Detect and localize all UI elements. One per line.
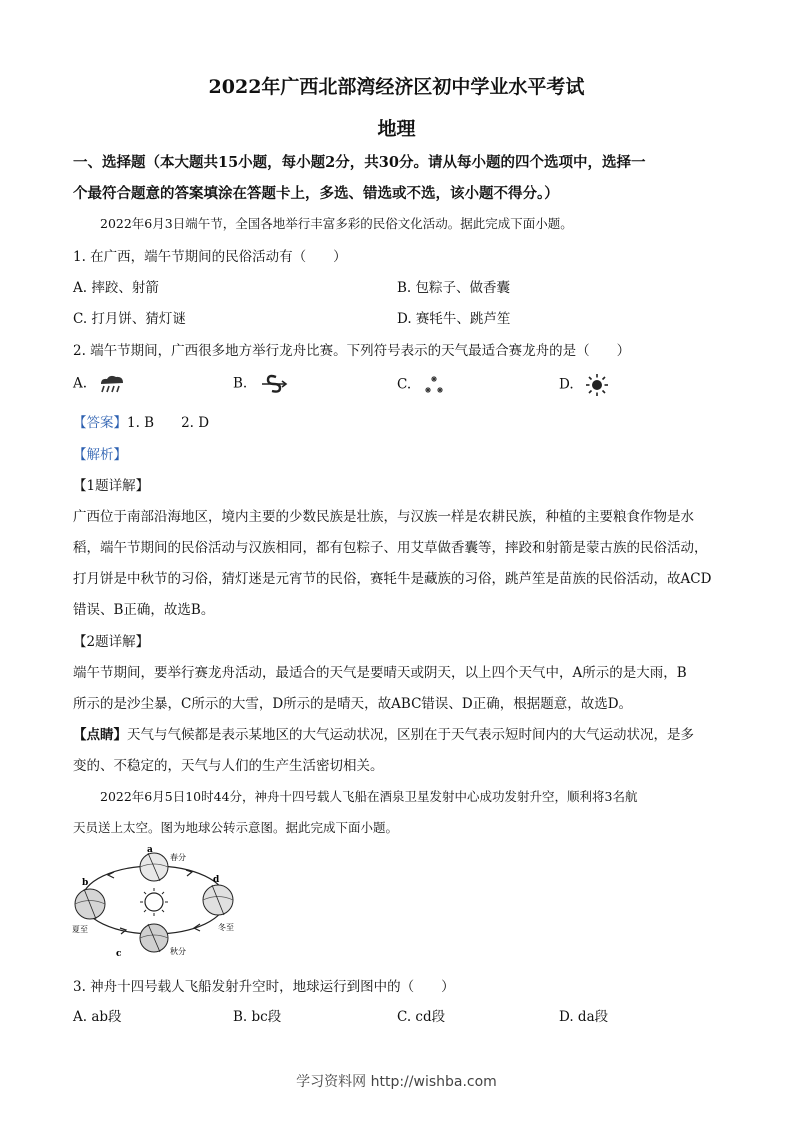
detail-1-label: 【1题详解】 xyxy=(73,478,150,494)
tip-label: 【点睛】 xyxy=(73,727,127,743)
sun-icon xyxy=(140,888,168,916)
detail-1-line: 错误、B正确，故选B。 xyxy=(73,602,215,618)
detail-2-line: 端午节期间，要举行赛龙舟活动，最适合的天气是要晴天或阴天，以上四个天气中，A所示的是大雨，B xyxy=(73,665,687,681)
earth-revolution-diagram xyxy=(68,842,248,962)
option-d-label: D. xyxy=(559,376,574,393)
earth-top xyxy=(140,853,168,881)
footer-watermark: 学习资料网 http://wishba.com xyxy=(296,1074,497,1090)
answer-text: 1. B 2. D xyxy=(127,415,210,431)
spring-equinox-label: 春分 xyxy=(170,853,186,862)
exam-title: 2022年广西北部湾经济区初中学业水平考试 xyxy=(208,76,585,98)
question-2-stem: 2. 端午节期间，广西很多地方举行龙舟比赛。下列符号表示的天气最适合赛龙舟的是（ ） xyxy=(73,343,631,359)
question-1-option-d[interactable]: D. 赛牦牛、跳芦笙 xyxy=(397,311,511,327)
detail-1-line: 打月饼是中秋节的习俗，猜灯迷是元宵节的民俗，赛牦牛是藏族的习俗，跳芦笙是苗族的民俗活动，故ACD xyxy=(73,571,712,587)
analysis-label: 【解析】 xyxy=(73,447,127,463)
detail-1-line: 稻，端午节期间的民俗活动与汉族相同，都有包粽子、用艾草做香囊等，摔跤和射箭是蒙古族的民俗活动， xyxy=(73,540,708,556)
question-3-option-a[interactable]: A. ab段 xyxy=(73,1009,122,1025)
intro-text-1: 2022年6月3日端午节，全国各地举行丰富多彩的民俗文化活动。据此完成下面小题。 xyxy=(100,216,573,231)
option-c-label: C. xyxy=(397,376,412,393)
point-c-label: c xyxy=(116,949,122,959)
option-a-label: A. xyxy=(73,375,88,392)
subject-title: 地理 xyxy=(377,118,416,140)
heavy-rain-icon xyxy=(97,374,127,394)
point-a-label: a xyxy=(147,845,153,855)
question-2-option-b[interactable] xyxy=(233,374,288,394)
question-1-option-a[interactable]: A. 摔跤、射箭 xyxy=(73,280,159,296)
detail-1-line: 广西位于南部沿海地区，境内主要的少数民族是壮族，与汉族一样是农耕民族，种植的主要粮食作物是水 xyxy=(73,509,694,525)
question-2-option-c[interactable] xyxy=(397,374,451,396)
question-3-option-c[interactable]: C. cd段 xyxy=(397,1009,446,1025)
point-b-label: b xyxy=(82,878,89,888)
earth-right xyxy=(203,885,233,915)
question-2-option-d[interactable] xyxy=(559,374,610,396)
option-b-label: B. xyxy=(233,375,248,392)
summer-solstice-label: 夏至 xyxy=(72,925,88,934)
detail-2-label: 【2题详解】 xyxy=(73,634,150,650)
question-3-option-d[interactable]: D. da段 xyxy=(559,1009,609,1025)
section-header-line1: 一、选择题（本大题共15小题，每小题2分，共30分。请从每小题的四个选项中，选择一 xyxy=(73,154,646,171)
heavy-snow-icon xyxy=(421,374,451,396)
tip-text: 天气与气候都是表示某地区的大气运动状况，区别在于天气表示短时间内的大气运动状况，是多 xyxy=(127,727,694,743)
intro-text-2-line1: 2022年6月5日10时44分，神舟十四号载人飞船在酒泉卫星发射中心成功发射升空，顺利将3名航 xyxy=(100,789,638,804)
question-1-option-b[interactable]: B. 包粽子、做香囊 xyxy=(397,280,511,296)
tip-line-1 xyxy=(73,723,694,743)
sandstorm-icon xyxy=(258,374,288,394)
question-1-stem: 1. 在广西，端午节期间的民俗活动有（ ） xyxy=(73,249,347,265)
question-3-stem: 3. 神舟十四号载人飞船发射升空时，地球运行到图中的（ ） xyxy=(73,979,455,995)
detail-2-line: 所示的是沙尘暴，C所示的大雪，D所示的是晴天，故ABC错误、D正确，根据题意，故选D。 xyxy=(73,696,633,712)
tip-line-2: 变的、不稳定的，天气与人们的生产生活密切相关。 xyxy=(73,758,384,774)
answer-line xyxy=(73,411,209,431)
autumn-equinox-label: 秋分 xyxy=(170,947,186,956)
earth-bottom xyxy=(140,924,168,952)
section-header-line2: 个最符合题意的答案填涂在答题卡上，多选、错选或不选，该小题不得分。） xyxy=(73,185,559,202)
sunny-icon xyxy=(584,374,610,396)
earth-left xyxy=(75,889,105,919)
winter-solstice-label: 冬至 xyxy=(218,923,234,932)
question-3-option-b[interactable]: B. bc段 xyxy=(233,1009,282,1025)
question-1-option-c[interactable]: C. 打月饼、猜灯谜 xyxy=(73,311,186,327)
intro-text-2-line2: 天员送上太空。图为地球公转示意图。据此完成下面小题。 xyxy=(73,820,399,835)
answer-label: 【答案】 xyxy=(73,415,127,431)
point-d-label: d xyxy=(213,875,220,885)
question-2-option-a[interactable] xyxy=(73,374,127,394)
